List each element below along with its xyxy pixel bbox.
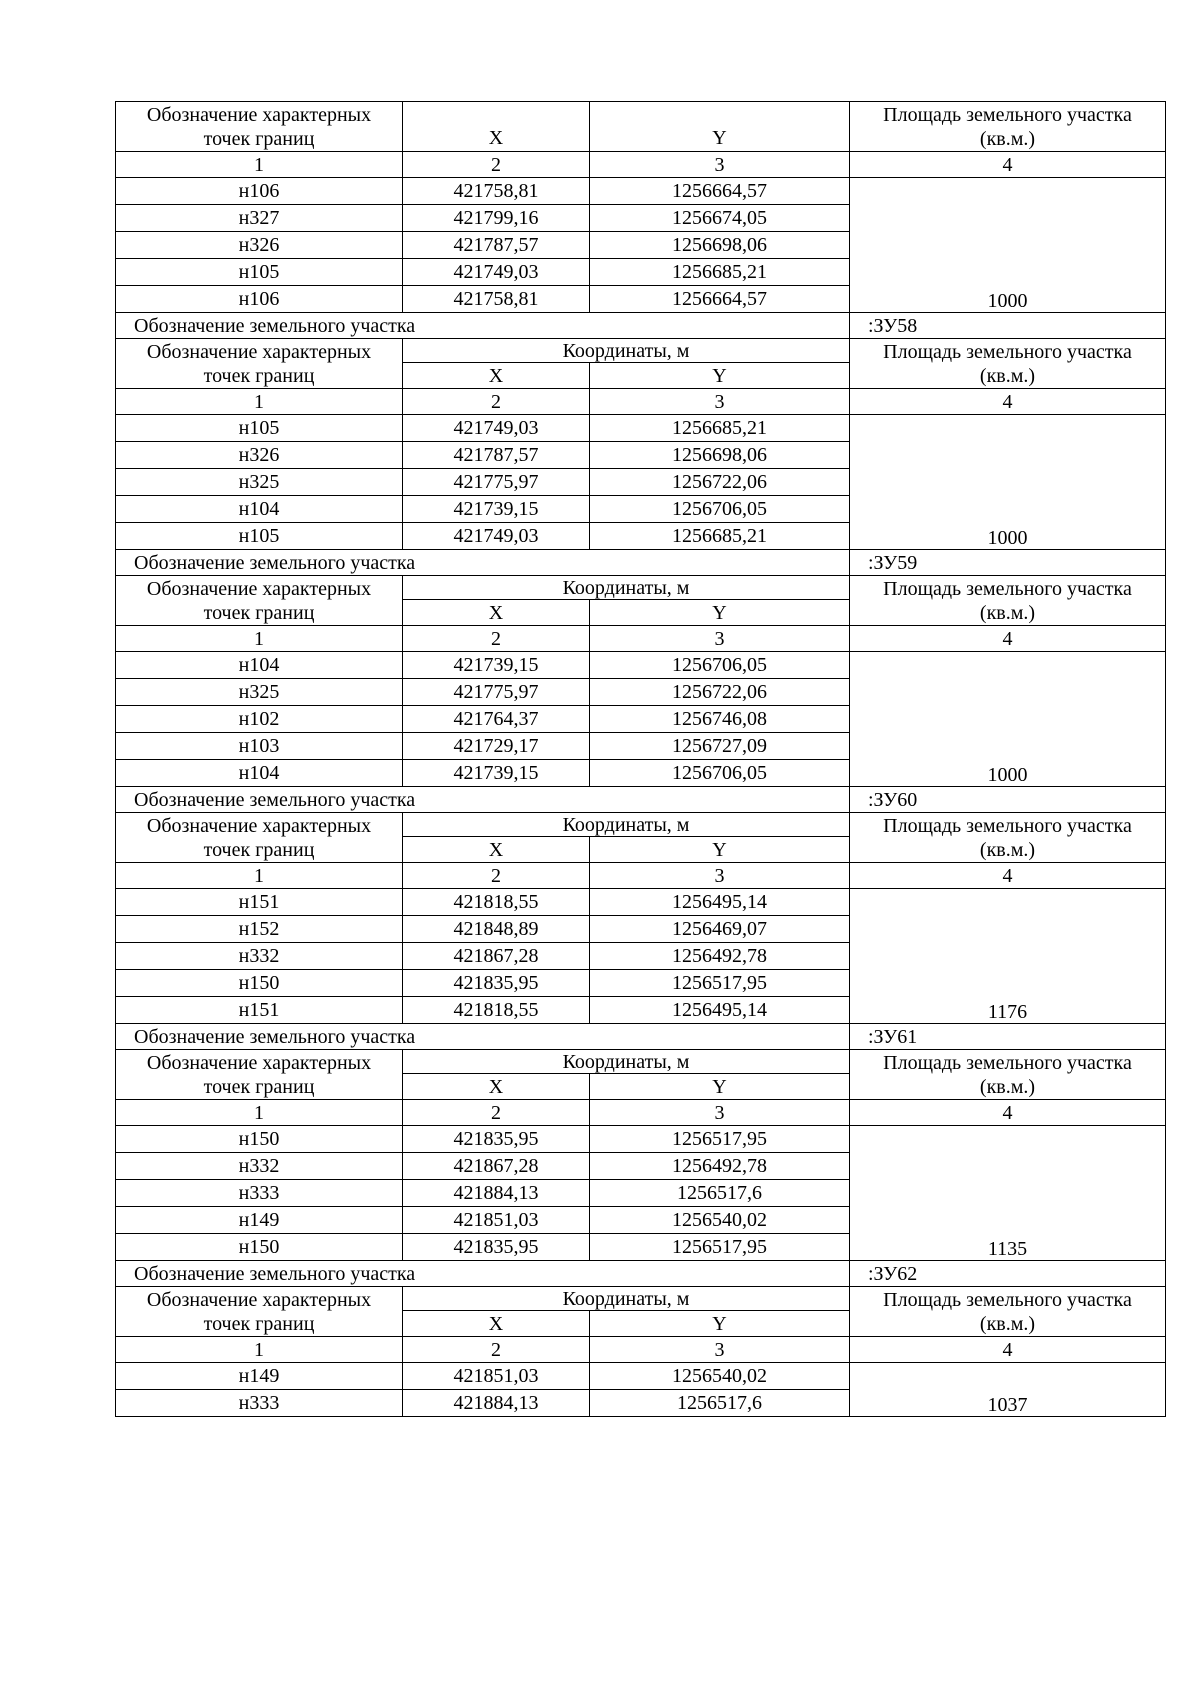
point-y: 1256706,05 (590, 496, 850, 523)
area-header-text-line1: Площадь земельного участка (883, 1051, 1132, 1074)
point-x: 421749,03 (403, 523, 590, 550)
column-number-2: 2 (403, 863, 590, 889)
point-x: 421775,97 (403, 679, 590, 706)
y-header: Y (590, 837, 850, 863)
point-header-text-line1: Обозначение характерных (146, 103, 372, 126)
point-header-text (120, 103, 398, 151)
y-header: Y (590, 600, 850, 626)
area-header-text (854, 814, 1161, 862)
point-y: 1256727,09 (590, 733, 850, 760)
header-row-top (116, 1287, 1166, 1311)
point-header (116, 813, 403, 863)
point-header-text-line1: Обозначение характерных (146, 577, 372, 600)
parcel-area: 1135 (850, 1126, 1166, 1261)
point-name: н151 (116, 889, 403, 916)
point-y: 1256540,02 (590, 1207, 850, 1234)
y-header-blank (590, 102, 850, 126)
point-name: н332 (116, 943, 403, 970)
point-x: 421835,95 (403, 1126, 590, 1153)
area-header-text-line2: (кв.м.) (979, 364, 1036, 387)
point-name: н149 (116, 1363, 403, 1390)
point-x: 421851,03 (403, 1363, 590, 1390)
point-y: 1256492,78 (590, 1153, 850, 1180)
point-y: 1256685,21 (590, 523, 850, 550)
y-header: Y (590, 1311, 850, 1337)
area-header-text-line2: (кв.м.) (979, 1075, 1036, 1098)
parcel-label: Обозначение земельного участка (116, 550, 850, 576)
parcel-id: :ЗУ59 (850, 550, 1166, 576)
area-header-text-line1: Площадь земельного участка (883, 577, 1132, 600)
parcel-area: 1000 (850, 652, 1166, 787)
header-row-top (116, 813, 1166, 837)
point-name: н325 (116, 469, 403, 496)
y-header: Y (590, 1074, 850, 1100)
point-header-text-line1: Обозначение характерных (146, 340, 372, 363)
parcel-area: 1176 (850, 889, 1166, 1024)
column-number-3: 3 (590, 626, 850, 652)
column-number-row (116, 1100, 1166, 1126)
column-number-4: 4 (850, 626, 1166, 652)
point-name: н105 (116, 523, 403, 550)
point-y: 1256685,21 (590, 259, 850, 286)
x-header: X (403, 1311, 590, 1337)
point-y: 1256495,14 (590, 997, 850, 1024)
column-number-1: 1 (116, 626, 403, 652)
point-name: н326 (116, 232, 403, 259)
point-header-text-line1: Обозначение характерных (146, 1288, 372, 1311)
point-x: 421884,13 (403, 1390, 590, 1417)
point-x: 421884,13 (403, 1180, 590, 1207)
parcel-label: Обозначение земельного участка (116, 313, 850, 339)
point-x: 421835,95 (403, 970, 590, 997)
point-header-text-line1: Обозначение характерных (146, 814, 372, 837)
column-number-3: 3 (590, 389, 850, 415)
table-row (116, 1126, 1166, 1153)
point-y: 1256517,95 (590, 1126, 850, 1153)
point-name: н327 (116, 205, 403, 232)
column-number-2: 2 (403, 152, 590, 178)
point-y: 1256469,07 (590, 916, 850, 943)
column-number-row (116, 389, 1166, 415)
parcel-label: Обозначение земельного участка (116, 787, 850, 813)
column-number-1: 1 (116, 1100, 403, 1126)
column-number-1: 1 (116, 1337, 403, 1363)
point-x: 421799,16 (403, 205, 590, 232)
column-number-4: 4 (850, 1100, 1166, 1126)
point-header (116, 576, 403, 626)
column-number-1: 1 (116, 863, 403, 889)
point-x: 421818,55 (403, 889, 590, 916)
coords-header: Координаты, м (403, 1050, 850, 1074)
point-name: н150 (116, 970, 403, 997)
area-header-text-line1: Площадь земельного участка (883, 340, 1132, 363)
column-number-4: 4 (850, 1337, 1166, 1363)
area-header-text (854, 1288, 1161, 1336)
point-header-text (120, 814, 398, 862)
column-number-row (116, 863, 1166, 889)
area-header-text (854, 340, 1161, 388)
area-header-text-line2: (кв.м.) (979, 127, 1036, 150)
point-header (116, 102, 403, 152)
point-x: 421739,15 (403, 652, 590, 679)
area-header (850, 102, 1166, 152)
column-number-4: 4 (850, 863, 1166, 889)
y-header: Y (590, 363, 850, 389)
point-x: 421729,17 (403, 733, 590, 760)
point-name: н106 (116, 178, 403, 205)
point-x: 421749,03 (403, 415, 590, 442)
point-x: 421787,57 (403, 442, 590, 469)
point-name: н102 (116, 706, 403, 733)
column-number-row (116, 626, 1166, 652)
coordinates-table (115, 101, 1166, 1417)
column-number-3: 3 (590, 1100, 850, 1126)
table-row (116, 178, 1166, 205)
table-row (116, 889, 1166, 916)
parcel-area: 1000 (850, 178, 1166, 313)
x-header: X (403, 1074, 590, 1100)
point-header-text-line2: точек границ (203, 1312, 315, 1335)
point-y: 1256685,21 (590, 415, 850, 442)
x-header: X (403, 600, 590, 626)
area-header (850, 1050, 1166, 1100)
point-name: н104 (116, 652, 403, 679)
point-x: 421739,15 (403, 760, 590, 787)
point-header-text (120, 1051, 398, 1099)
x-header-blank (403, 102, 590, 126)
column-number-4: 4 (850, 389, 1166, 415)
area-header (850, 576, 1166, 626)
point-name: н106 (116, 286, 403, 313)
point-y: 1256492,78 (590, 943, 850, 970)
area-header-text (854, 103, 1161, 151)
point-x: 421848,89 (403, 916, 590, 943)
point-name: н152 (116, 916, 403, 943)
area-header-text-line1: Площадь земельного участка (883, 814, 1132, 837)
coordinates-document (115, 101, 1165, 1417)
parcel-area: 1037 (850, 1363, 1166, 1417)
point-y: 1256517,6 (590, 1180, 850, 1207)
parcel-id: :ЗУ62 (850, 1261, 1166, 1287)
point-y: 1256674,05 (590, 205, 850, 232)
point-header (116, 1287, 403, 1337)
area-header (850, 1287, 1166, 1337)
parcel-title-row (116, 1024, 1166, 1050)
point-name: н333 (116, 1180, 403, 1207)
column-number-3: 3 (590, 1337, 850, 1363)
point-y: 1256517,6 (590, 1390, 850, 1417)
point-header-text-line2: точек границ (203, 127, 315, 150)
point-y: 1256517,95 (590, 970, 850, 997)
column-number-4: 4 (850, 152, 1166, 178)
column-number-row (116, 152, 1166, 178)
area-header-text-line2: (кв.м.) (979, 601, 1036, 624)
parcel-area: 1000 (850, 415, 1166, 550)
point-header (116, 339, 403, 389)
point-y: 1256746,08 (590, 706, 850, 733)
point-header-text (120, 1288, 398, 1336)
point-header-text-line1: Обозначение характерных (146, 1051, 372, 1074)
point-x: 421787,57 (403, 232, 590, 259)
point-x: 421758,81 (403, 178, 590, 205)
point-name: н149 (116, 1207, 403, 1234)
coordinates-table-body (116, 102, 1166, 1417)
point-y: 1256698,06 (590, 442, 850, 469)
column-number-1: 1 (116, 389, 403, 415)
point-x: 421851,03 (403, 1207, 590, 1234)
area-header-text (854, 1051, 1161, 1099)
column-number-3: 3 (590, 863, 850, 889)
parcel-label: Обозначение земельного участка (116, 1024, 850, 1050)
point-name: н105 (116, 259, 403, 286)
column-number-3: 3 (590, 152, 850, 178)
area-header-text-line1: Площадь земельного участка (883, 103, 1132, 126)
parcel-title-row (116, 1261, 1166, 1287)
point-y: 1256664,57 (590, 178, 850, 205)
point-name: н150 (116, 1126, 403, 1153)
parcel-title-row (116, 787, 1166, 813)
point-name: н150 (116, 1234, 403, 1261)
point-x: 421764,37 (403, 706, 590, 733)
x-header: X (403, 837, 590, 863)
point-x: 421867,28 (403, 943, 590, 970)
parcel-title-row (116, 550, 1166, 576)
point-y: 1256706,05 (590, 652, 850, 679)
parcel-label: Обозначение земельного участка (116, 1261, 850, 1287)
column-number-row (116, 1337, 1166, 1363)
point-header-text-line2: точек границ (203, 838, 315, 861)
parcel-id: :ЗУ60 (850, 787, 1166, 813)
coords-header: Координаты, м (403, 576, 850, 600)
coords-header: Координаты, м (403, 1287, 850, 1311)
column-number-2: 2 (403, 389, 590, 415)
point-header-text (120, 340, 398, 388)
point-x: 421758,81 (403, 286, 590, 313)
point-name: н325 (116, 679, 403, 706)
point-header (116, 1050, 403, 1100)
column-number-2: 2 (403, 626, 590, 652)
point-name: н332 (116, 1153, 403, 1180)
area-header-text-line1: Площадь земельного участка (883, 1288, 1132, 1311)
header-row-top (116, 339, 1166, 363)
point-name: н333 (116, 1390, 403, 1417)
parcel-id: :ЗУ58 (850, 313, 1166, 339)
x-header: X (403, 363, 590, 389)
point-y: 1256698,06 (590, 232, 850, 259)
column-number-2: 2 (403, 1100, 590, 1126)
point-x: 421749,03 (403, 259, 590, 286)
parcel-title-row (116, 313, 1166, 339)
point-name: н105 (116, 415, 403, 442)
point-y: 1256664,57 (590, 286, 850, 313)
table-row (116, 652, 1166, 679)
area-header-text-line2: (кв.м.) (979, 1312, 1036, 1335)
point-x: 421867,28 (403, 1153, 590, 1180)
x-header: X (403, 126, 590, 152)
point-x: 421739,15 (403, 496, 590, 523)
area-header-text-line2: (кв.м.) (979, 838, 1036, 861)
coords-header: Координаты, м (403, 339, 850, 363)
area-header-text (854, 577, 1161, 625)
point-y: 1256495,14 (590, 889, 850, 916)
table-row (116, 1363, 1166, 1390)
point-name: н103 (116, 733, 403, 760)
point-y: 1256722,06 (590, 469, 850, 496)
point-name: н104 (116, 496, 403, 523)
point-header-text-line2: точек границ (203, 601, 315, 624)
point-header-text (120, 577, 398, 625)
point-name: н104 (116, 760, 403, 787)
point-x: 421818,55 (403, 997, 590, 1024)
y-header: Y (590, 126, 850, 152)
header-row-top (116, 576, 1166, 600)
point-name: н326 (116, 442, 403, 469)
point-header-text-line2: точек границ (203, 1075, 315, 1098)
area-header (850, 339, 1166, 389)
point-header-text-line2: точек границ (203, 364, 315, 387)
point-y: 1256706,05 (590, 760, 850, 787)
point-name: н151 (116, 997, 403, 1024)
coords-header: Координаты, м (403, 813, 850, 837)
column-number-2: 2 (403, 1337, 590, 1363)
table-row (116, 415, 1166, 442)
area-header (850, 813, 1166, 863)
point-y: 1256540,02 (590, 1363, 850, 1390)
header-row-top (116, 102, 1166, 126)
column-number-1: 1 (116, 152, 403, 178)
parcel-id: :ЗУ61 (850, 1024, 1166, 1050)
point-x: 421775,97 (403, 469, 590, 496)
point-y: 1256517,95 (590, 1234, 850, 1261)
header-row-top (116, 1050, 1166, 1074)
point-x: 421835,95 (403, 1234, 590, 1261)
point-y: 1256722,06 (590, 679, 850, 706)
